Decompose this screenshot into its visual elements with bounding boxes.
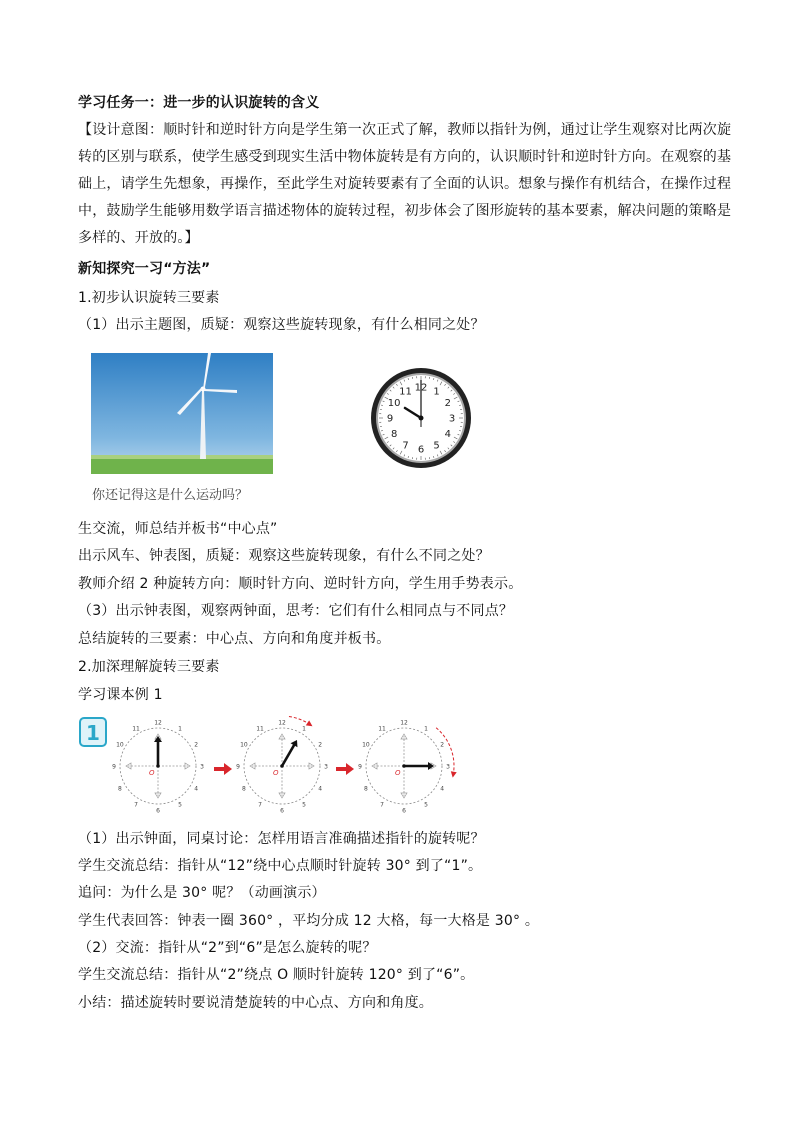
center-point-label: O bbox=[273, 769, 279, 777]
clock-number: 11 bbox=[399, 386, 412, 398]
text-line: （1）出示钟面，同桌讨论：怎样用语言准确描述指针的旋转呢？ bbox=[78, 831, 485, 847]
design-intent-line: 【设计意图：顺时针和逆时针方向是学生第一次正式了解，教师以指针为例，通过让学生观察对比两次旋 bbox=[78, 122, 732, 138]
clock-number: 8 bbox=[390, 429, 398, 440]
text-line: （3）出示钟表图，观察两钟面，思考：它们有什么相同点与不同点？ bbox=[78, 603, 514, 619]
center-point-label: O bbox=[149, 769, 155, 777]
clock-number: 8 bbox=[241, 785, 246, 793]
example-1-figure bbox=[78, 716, 478, 816]
clock-number: 10 bbox=[240, 741, 248, 749]
clock-number: 7 bbox=[402, 440, 409, 452]
text-line: 学生交流总结：指针从“2”绕点 O 顺时针旋转 120° 到了“6”。 bbox=[78, 967, 475, 983]
clock-number: 1 bbox=[433, 386, 440, 398]
clock-number: 6 bbox=[402, 807, 406, 815]
rotation-arc bbox=[436, 728, 454, 775]
task-title: 学习任务一：进一步的认识旋转的含义 bbox=[78, 95, 320, 111]
clock-number: 6 bbox=[280, 807, 284, 815]
subsection-title: 2.加深理解旋转三要素 bbox=[78, 659, 220, 675]
image-caption: 你还记得这是什么运动吗？ bbox=[92, 488, 249, 503]
clock-number: 5 bbox=[424, 801, 428, 809]
clock-number: 5 bbox=[302, 801, 306, 809]
clock-number: 4 bbox=[444, 429, 452, 440]
badge-number: 1 bbox=[86, 721, 100, 745]
clock-number: 9 bbox=[236, 763, 240, 771]
design-intent-line: 多样的、开放的。】 bbox=[78, 230, 199, 246]
clock-number: 2 bbox=[318, 741, 323, 749]
text-line: 学生代表回答：钟表一圈 360° ，平均分成 12 大格，每一大格是 30° 。 bbox=[78, 913, 540, 929]
clock-number: 10 bbox=[116, 741, 124, 749]
text-line: 教师介绍 2 种旋转方向：顺时针方向、逆时针方向，学生用手势表示。 bbox=[78, 576, 523, 592]
question-1: （1）出示主题图，质疑：观察这些旋转现象，有什么相同之处？ bbox=[78, 317, 485, 333]
text-line: 追问：为什么是 30° 呢？（动画演示） bbox=[78, 885, 326, 901]
arrow-right-icon bbox=[214, 763, 232, 775]
arrow-head-icon bbox=[451, 771, 457, 777]
arrow-right-icon bbox=[336, 763, 354, 775]
clock-number: 3 bbox=[448, 413, 456, 425]
design-intent-line: 础上，请学生先想象，再操作，至此学生对旋转要素有了全面的认识。想象与操作有机结合，在操作过程 bbox=[78, 176, 732, 192]
clock-number: 3 bbox=[446, 763, 450, 771]
example-badge bbox=[80, 718, 106, 746]
text-line: 小结：描述旋转时要说清楚旋转的中心点、方向和角度。 bbox=[78, 995, 433, 1011]
wind-turbine-image bbox=[91, 353, 273, 474]
clock-number: 12 bbox=[154, 719, 162, 727]
text-line: 出示风车、钟表图，质疑：观察这些旋转现象，有什么不同之处？ bbox=[78, 548, 490, 564]
clock-number: 4 bbox=[194, 785, 199, 793]
clock-number: 11 bbox=[132, 725, 140, 733]
clock-face-3 bbox=[358, 720, 457, 815]
center-point-label: O bbox=[395, 769, 401, 777]
clock-number: 6 bbox=[156, 807, 160, 815]
text-line: 生交流，师总结并板书“中心点” bbox=[78, 521, 278, 537]
clock-number: 7 bbox=[258, 801, 262, 809]
clock-number: 1 bbox=[424, 725, 428, 733]
clock-number: 6 bbox=[417, 444, 425, 456]
clock-number: 11 bbox=[256, 725, 264, 733]
text-line: 学生交流总结：指针从“12”绕中心点顺时针旋转 30° 到了“1”。 bbox=[78, 858, 483, 874]
clock-number: 4 bbox=[440, 785, 445, 793]
clock-face-1 bbox=[112, 720, 204, 815]
text-line: （2）交流：指针从“2”到“6”是怎么旋转的呢？ bbox=[78, 940, 377, 956]
clock-number: 10 bbox=[387, 398, 401, 409]
clock-number: 5 bbox=[178, 801, 182, 809]
clock-face-2 bbox=[236, 716, 328, 814]
wall-clock-image bbox=[369, 366, 473, 470]
clock-number: 1 bbox=[178, 725, 182, 733]
clock-number: 8 bbox=[117, 785, 122, 793]
clock-number: 2 bbox=[440, 741, 445, 749]
example-label: 学习课本例 1 bbox=[78, 687, 163, 703]
clock-number: 3 bbox=[324, 763, 328, 771]
clock-number: 7 bbox=[134, 801, 138, 809]
text-line: 总结旋转的三要素：中心点、方向和角度并板书。 bbox=[78, 631, 391, 647]
rotation-arc bbox=[289, 716, 310, 724]
clock-hand bbox=[282, 743, 295, 766]
clock-number: 2 bbox=[194, 741, 199, 749]
clock-number: 8 bbox=[363, 785, 368, 793]
clock-number: 5 bbox=[433, 440, 440, 452]
clock-number: 1 bbox=[302, 725, 306, 733]
arrow-head-icon bbox=[306, 720, 313, 726]
clock-number: 10 bbox=[362, 741, 370, 749]
clock-number: 7 bbox=[380, 801, 384, 809]
clock-number: 9 bbox=[386, 413, 394, 425]
clock-number: 11 bbox=[378, 725, 386, 733]
clock-number: 12 bbox=[414, 382, 428, 394]
clock-number: 3 bbox=[200, 763, 204, 771]
clock-number: 12 bbox=[278, 719, 286, 727]
clock-number: 4 bbox=[318, 785, 323, 793]
section-heading: 新知探究一习“方法” bbox=[78, 261, 211, 277]
design-intent-line: 中，鼓励学生能够用数学语言描述物体的旋转过程，初步体会了图形旋转的基本要素，解决问题的策略是 bbox=[78, 203, 732, 219]
clock-number: 9 bbox=[112, 763, 116, 771]
clock-number: 2 bbox=[444, 398, 452, 409]
subsection-title: 1.初步认识旋转三要素 bbox=[78, 290, 220, 306]
clock-number: 9 bbox=[358, 763, 362, 771]
design-intent-line: 转的区别与联系，使学生感受到现实生活中物体旋转是有方向的，认识顺时针和逆时针方向。在观察的基 bbox=[78, 149, 732, 165]
clock-number: 12 bbox=[400, 719, 408, 727]
